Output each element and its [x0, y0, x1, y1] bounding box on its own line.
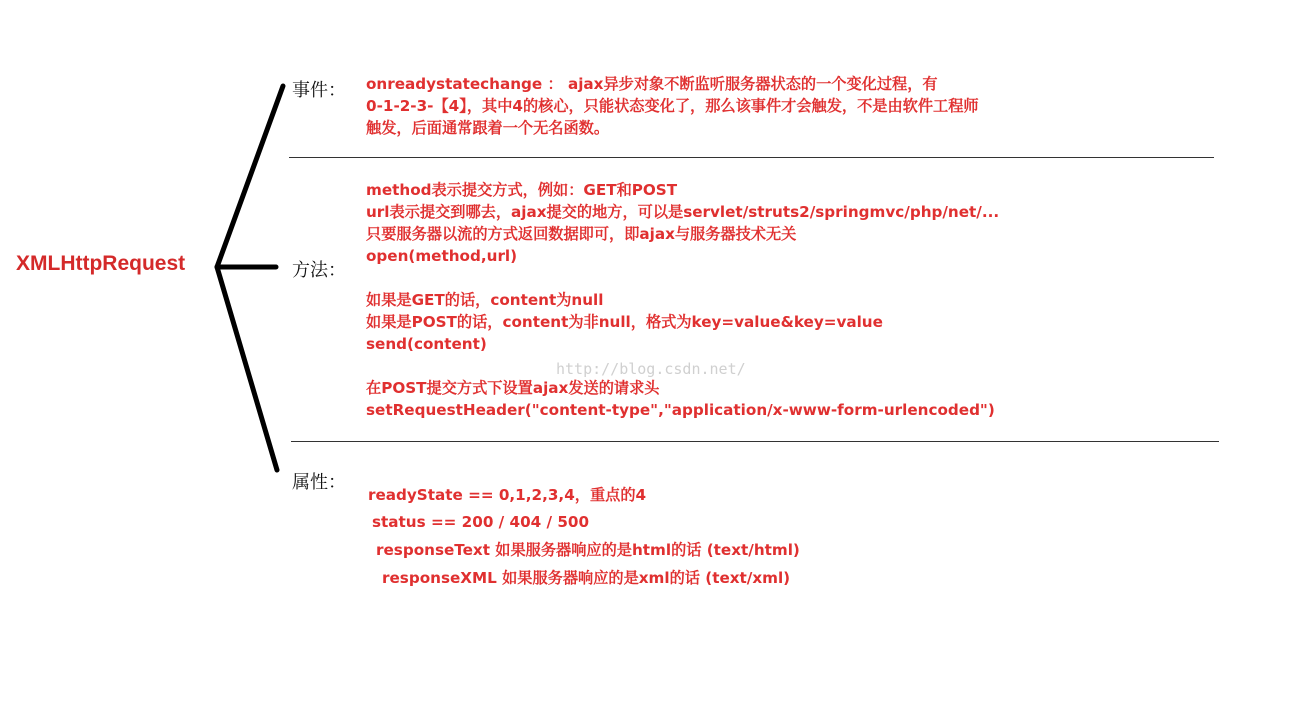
methods-line: method表示提交方式，例如：GET和POST [366, 181, 678, 199]
events-text [366, 73, 979, 139]
methods-spacer [366, 267, 999, 289]
watermark: http://blog.csdn.net/ [556, 360, 746, 378]
methods-line: 只要服务器以流的方式返回数据即可，即ajax与服务器技术无关 [366, 225, 797, 243]
methods-line: send(content) [366, 335, 487, 353]
branch-line-properties [217, 267, 277, 470]
events-line: onreadystatechange ： ajax异步对象不断监听服务器状态的一个变化过程，有 [366, 75, 938, 93]
property-line: status == 200 / 404 / 500 [372, 513, 590, 531]
methods-line: setRequestHeader("content-type","application/x-www-form-urlencoded") [366, 401, 995, 419]
divider-methods-properties [291, 441, 1219, 442]
property-line: responseText 如果服务器响应的是html的话 (text/html) [376, 541, 800, 559]
properties-label: 属性： [292, 472, 346, 493]
methods-line: open(method,url) [366, 247, 518, 265]
methods-label: 方法： [292, 260, 346, 281]
methods-line: 如果是GET的话，content为null [366, 291, 604, 309]
events-line: 触发，后面通常跟着一个无名函数。 [366, 119, 609, 137]
property-line: responseXML 如果服务器响应的是xml的话 (text/xml) [382, 569, 791, 587]
property-line: readyState == 0,1,2,3,4，重点的4 [368, 486, 647, 504]
events-line: 0-1-2-3-【4】，其中4的核心，只能状态变化了，那么该事件才会触发，不是由软件工程师 [366, 97, 979, 115]
methods-text [366, 179, 999, 421]
divider-events-methods [289, 157, 1214, 158]
events-label: 事件： [292, 80, 346, 101]
root-label: XMLHttpRequest [16, 252, 186, 275]
methods-line: 如果是POST的话，content为非null，格式为key=value&key=value [366, 313, 883, 331]
methods-line: url表示提交到哪去，ajax提交的地方，可以是servlet/struts2/springmvc/php/net/... [366, 203, 1000, 221]
branch-line-events [217, 86, 283, 267]
methods-line: 在POST提交方式下设置ajax发送的请求头 [366, 379, 660, 397]
